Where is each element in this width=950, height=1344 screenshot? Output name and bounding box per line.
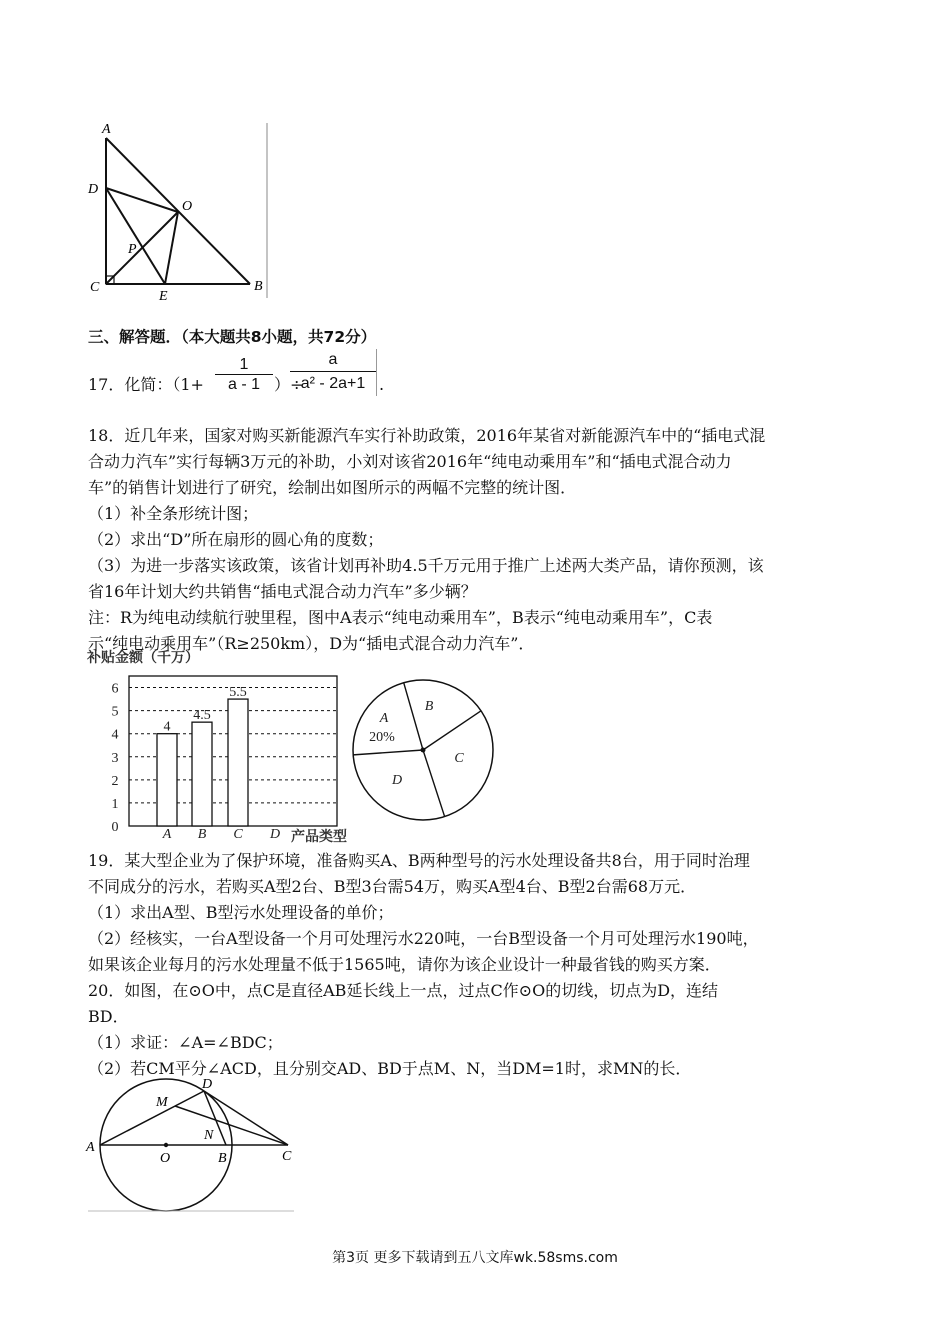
q18-line: 18．近几年来，国家对购买新能源汽车实行补助政策，2016年某省对新能源汽车中的“插电式混 [88,426,766,445]
q18-line: 示“纯电动乘用车”（R≥250km），D为“插电式混合动力汽车”． [88,634,535,653]
label-A: A [86,1140,95,1155]
label-O: O [182,199,193,214]
label-D: D [202,1077,213,1092]
q20-line: （2）若CM平分∠ACD，且分别交AD、BD于点M、N，当DM=1时，求MN的长． [88,1059,692,1078]
label-C: C [90,280,100,295]
pie-label-B: B [424,699,434,714]
y-tick-labels [112,682,119,835]
pie-label-D: D [391,773,403,788]
q17-frac2-denominator: a² - 2a+1 [290,371,376,396]
bar-value-label: 4.5 [193,708,211,724]
section-title: 三、解答题．（本大题共8小题，共72分） [88,328,377,346]
label-M: M [156,1095,168,1110]
circle-figure [80,1076,300,1214]
q17-frac2-numerator: a [328,351,338,368]
page-footer: 第3页 更多下载请到五八文库wk.58sms.com [332,1250,618,1266]
pie-label-A: A [379,711,389,726]
q18-line: 省16年计划大约共销售“插电式混合动力汽车”多少辆？ [88,582,477,601]
q18-line: （1）补全条形统计图； [88,504,259,523]
q20-line: 20．如图，在⊙O中，点C是直径AB延长线上一点，过点C作⊙O的切线，切点为D，连结 [88,981,719,1000]
center-point-O [164,1143,168,1147]
y-tick-label: 6 [111,681,119,697]
bars [157,685,248,826]
pie-percent-label-A: 20% [369,730,395,745]
q17-fraction-1 [215,355,273,394]
x-tick-label: B [197,827,207,842]
q17-frac1-denominator: a - 1 [215,374,273,394]
q19-line: 19．某大型企业为了保护环境，准备购买A、B两种型号的污水处理设备共8台，用于同时治理 [88,851,750,870]
label-O: O [160,1151,171,1166]
segment-AD [100,1091,204,1145]
pie-label-C: C [454,751,464,766]
pie-divider [353,750,423,755]
q19-line: （2）经核实，一台A型设备一个月可处理污水220吨，一台B型设备一个月可处理污水190吨， [88,929,759,948]
y-tick-label: 5 [111,704,119,720]
segment-DE [106,188,165,284]
q19-line: （1）求出A型、B型污水处理设备的单价； [88,903,394,922]
y-tick-label: 2 [111,773,119,789]
q18-line: （3）为进一步落实该政策，该省计划再补助4.5千万元用于推广上述两大类产品，请你预测，该 [88,556,764,575]
x-tick-label: C [233,827,243,842]
x-tick-label: D [269,827,281,842]
q17-middle: ）÷ [274,375,304,394]
triangle-figure [80,118,280,303]
bar-value-label: 4 [163,719,171,735]
pie-slice-dividers [353,683,481,817]
q17-frac1-numerator: 1 [239,356,249,373]
label-D: D [88,182,99,197]
x-axis-label: 产品类型 [291,829,347,844]
label-N: N [204,1128,214,1143]
q20-line: BD． [88,1007,129,1026]
chart-title: 补贴金额（千万） [87,650,199,666]
q18-line: （2）求出“D”所在扇形的圆心角的度数； [88,530,384,549]
y-tick-label: 0 [111,820,119,835]
pie-divider [423,750,445,817]
q20-line: （1）求证：∠A=∠BDC； [88,1033,283,1052]
y-tick-label: 4 [111,727,119,743]
pie-chart [345,672,495,844]
label-B: B [218,1151,227,1166]
q18-line: 注：R为纯电动续航行驶里程，图中A表示“纯电动乘用车”，B表示“纯电动乘用车”，C表 [88,608,713,627]
q19-line: 如果该企业每月的污水处理量不低于1565吨，请你为该企业设计一种最省钱的购买方案． [88,955,721,974]
bar-C [228,699,248,826]
x-tick-label: A [162,827,172,842]
bar-value-label: 5.5 [229,685,247,701]
y-tick-label: 3 [111,750,119,766]
pie-labels [369,699,464,788]
label-B: B [254,279,263,294]
bar-chart [85,648,347,844]
q17-suffix: . [379,375,385,394]
q18-line: 合动力汽车”实行每辆3万元的补助，小刘对该省2016年“纯电动乘用车”和“插电式混合动力 [88,452,732,471]
segment-DC [204,1091,288,1145]
x-tick-labels [162,827,280,842]
label-A: A [102,122,111,137]
y-tick-label: 1 [111,796,119,812]
pie-divider [423,711,481,750]
bar-B [192,722,212,826]
label-C: C [282,1149,292,1164]
label-E: E [159,289,168,303]
q18-line: 车”的销售计划进行了研究，绘制出如图所示的两幅不完整的统计图． [88,478,577,497]
pie-divider [404,683,423,750]
q19-line: 不同成分的污水，若购买A型2台、B型3台需54万，购买A型4台、B型2台需68万元． [88,877,697,896]
label-P: P [128,242,137,257]
pie-center [421,748,426,753]
q17-prefix: 17．化简：（1+ [88,375,204,394]
bar-A [157,734,177,826]
q17-fraction-2 [290,349,377,396]
